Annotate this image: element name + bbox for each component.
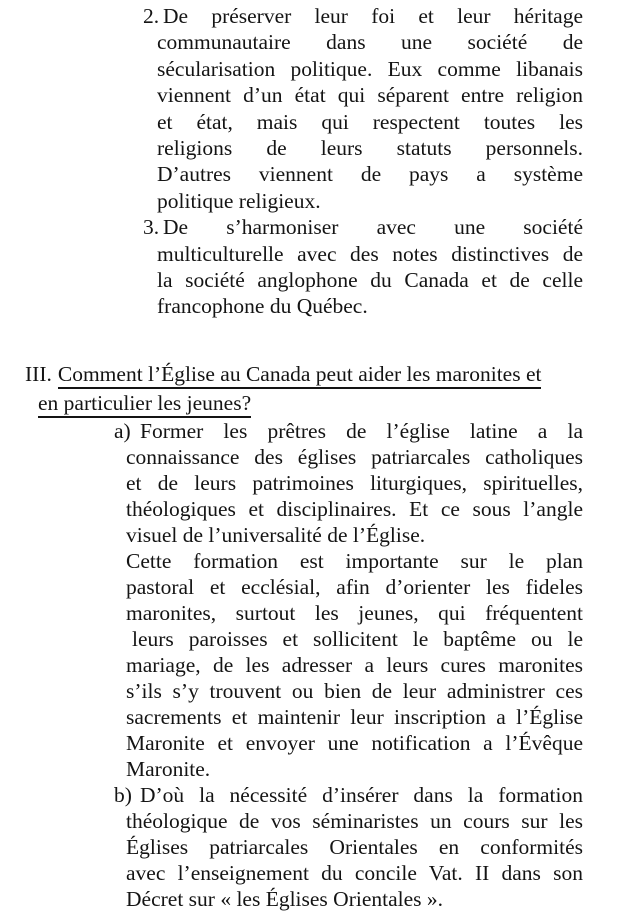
lettered-item-b	[114, 782, 583, 912]
list-number-marker: 3.	[143, 215, 160, 240]
lettered-item-b-lines	[126, 782, 583, 912]
heading-underlined-text: Comment l’Église au Canada peut aider les maronites et	[58, 362, 542, 389]
heading-roman-numeral: III.	[25, 361, 52, 386]
text-line: religions de leurs statuts personnels.	[157, 136, 583, 161]
text-line: D’autres viennent de pays a système	[157, 162, 583, 187]
text-line: Décret sur « les Églises Orientales ».	[126, 886, 444, 911]
text-line: pastoral et ecclésial, afin d’orienter les fideles	[126, 574, 583, 599]
list-number-marker: 2.	[143, 4, 160, 28]
numbered-item-3	[143, 214, 583, 320]
text-line: francophone du Québec.	[157, 294, 368, 319]
heading-line-2	[38, 389, 624, 418]
list-letter-marker: a)	[114, 418, 131, 443]
text-line: Former les prêtres de l’église latine a la	[140, 418, 583, 443]
heading-line-1	[25, 360, 624, 389]
text-line: théologique de vos séminaristes un cours sur les	[126, 808, 583, 833]
text-line: politique religieux.	[157, 188, 321, 213]
text-line: communautaire dans une société de	[157, 30, 583, 55]
text-line: viennent d’un état qui séparent entre religion	[157, 83, 583, 108]
text-line: Maronite et envoyer une notification a l’Évêque	[126, 730, 583, 755]
text-line: la société anglophone du Canada et de celle	[157, 268, 583, 293]
text-line: sacrements et maintenir leur inscription a l’Église	[126, 704, 583, 729]
numbered-item-2-lines	[157, 3, 583, 214]
text-line: Maronite.	[126, 756, 211, 781]
lettered-item-a	[114, 418, 583, 782]
text-line: s’ils s’y trouvent ou bien de leur administrer ces	[126, 678, 583, 703]
text-line: mariage, de les adresser a leurs cures maronites	[126, 652, 583, 677]
lettered-item-a-lines	[126, 418, 583, 782]
text-line: théologiques et disciplinaires. Et ce sous l’angle	[126, 496, 583, 521]
text-line: et état, mais qui respectent toutes les	[157, 109, 583, 134]
text-line: visuel de l’universalité de l’Église.	[126, 522, 426, 547]
text-line: leurs paroisses et sollicitent le baptême ou le	[132, 626, 583, 651]
text-line: multiculturelle avec des notes distinctives de	[157, 241, 583, 266]
text-line: avec l’enseignement du concile Vat. II dans son	[126, 860, 583, 885]
list-letter-marker: b)	[114, 782, 132, 807]
text-line: sécularisation politique. Eux comme libanais	[157, 56, 583, 81]
numbered-item-3-lines	[157, 214, 583, 320]
heading-underlined-text: en particulier les jeunes?	[38, 391, 251, 418]
text-line: et de leurs patrimoines liturgiques, spirituelles,	[126, 470, 583, 495]
text-line: D’où la nécessité d’insérer dans la formation	[140, 782, 583, 807]
text-line: De préserver leur foi et leur héritage	[163, 4, 583, 28]
text-line: Églises patriarcales Orientales en conformités	[126, 834, 583, 859]
numbered-item-2	[143, 3, 583, 214]
text-line: De s’harmoniser avec une société	[163, 215, 583, 240]
text-line: connaissance des églises patriarcales catholiques	[126, 444, 583, 469]
section-heading-iii	[25, 360, 624, 418]
text-line: Cette formation est importante sur le plan	[126, 548, 583, 573]
text-line: maronites, surtout les jeunes, qui fréquentent	[126, 600, 583, 625]
